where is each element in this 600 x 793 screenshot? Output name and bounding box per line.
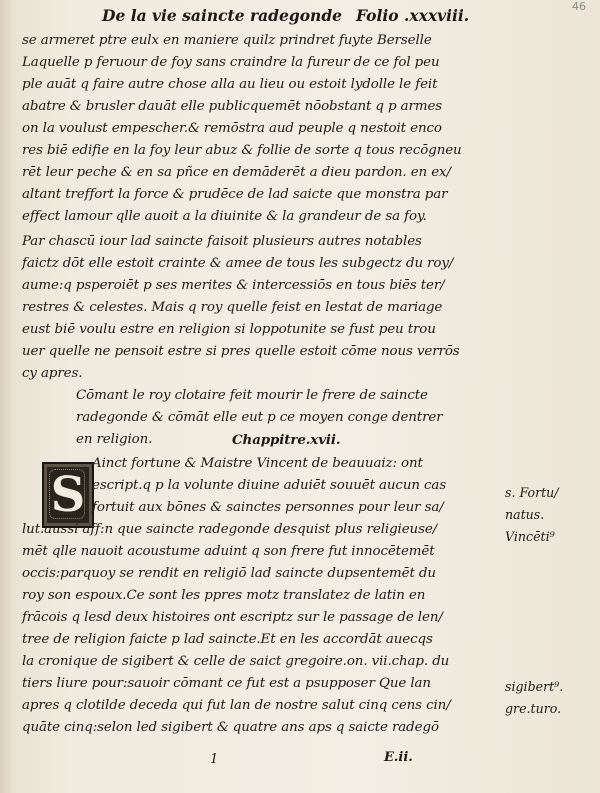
text-line: abatre & brusler dauāt elle publicquemēt nōobstant q p armes [22, 99, 443, 114]
text-line: aume:q psperoiēt p ses merites & intercessiōs en tous biēs ter/ [22, 278, 445, 293]
header-folio: Folio .xxxviii. [356, 6, 470, 25]
text-line: mēt qlle nauoit acoustume aduint q son frere fut innocētemēt [22, 544, 435, 559]
margin-note: sigibert⁹. [505, 679, 564, 694]
text-line: altant treffort la force & prudēce de lad saicte que monstra par [22, 187, 448, 202]
text-line: uer quelle ne pensoit estre si pres quelle estoit cōme nous verrōs [22, 344, 460, 359]
footer-mark: 1 [210, 752, 219, 767]
pencil-page-number: 46 [572, 0, 586, 13]
chapter-label: Chappitre.xvii. [232, 432, 341, 448]
text-line: quāte cinq:selon led sigibert & quatre ans aps q saicte radegō [22, 720, 439, 735]
text-line: escript.q p la volunte diuine aduiēt souuēt aucun cas [92, 478, 447, 493]
text-line: effect lamour qlle auoit a la diuinite & la grandeur de sa foy. [22, 209, 427, 224]
text-line: fortuit aux bōnes & sainctes personnes pour leur sa/ [92, 500, 444, 515]
text-line: faictz dōt elle estoit crainte & amee de tous les subgectz du roy/ [22, 256, 454, 271]
text-line: Laquelle p feruour de foy sans craindre la fureur de ce fol peu [22, 55, 440, 70]
text-line: cy apres. [22, 366, 83, 381]
text-line: tiers liure pour:sauoir cōmant ce fut est a psupposer Que lan [22, 676, 431, 691]
chapter-heading-line: Cōmant le roy clotaire feit mourir le frere de saincte [76, 388, 428, 403]
text-line: eust biē voulu estre en religion si loppotunite se fust peu trou [22, 322, 436, 337]
text-line: rēt leur peche & en sa pñce en demāderēt a dieu pardon. en ex/ [22, 165, 451, 180]
text-line: Ainct fortune & Maistre Vincent de beauuaiz: ont [92, 456, 423, 471]
gutter-shadow [0, 0, 14, 793]
text-line: Par chascū iour lad saincte faisoit plusieurs autres notables [22, 234, 422, 249]
text-line: restres & celestes. Mais q roy quelle feist en lestat de mariage [22, 300, 443, 315]
margin-note: natus. [505, 507, 545, 522]
text-line: tree de religion faicte p lad saincte.Et en les accordāt auecqs [22, 632, 433, 647]
text-line: on la voulust empescher.& remōstra aud peuple q nestoit enco [22, 121, 442, 136]
text-line: frācois q lesd deux histoires ont escriptz sur le passage de len/ [22, 610, 443, 625]
text-line: occis:parquoy se rendit en religiō lad saincte dupsentemēt du [22, 566, 436, 581]
running-header [102, 6, 502, 28]
header-title: De la vie saincte radegonde [102, 6, 343, 25]
text-line: res biē edifie en la foy leur abuz & follie de sorte q tous recōgneu [22, 143, 462, 158]
text-line: se armeret ptre eulx en maniere quilz prindret fuyte Berselle [22, 33, 432, 48]
margin-note: s. Fortu/ [505, 485, 559, 500]
margin-note: gre.turo. [505, 701, 562, 716]
text-line: la cronique de sigibert & celle de saict gregoire.on. vii.chap. du [22, 654, 450, 669]
margin-note: Vincēti⁹ [505, 529, 555, 544]
signature-mark: E.ii. [384, 750, 413, 765]
chapter-heading-line: radegonde & cōmāt elle eut p ce moyen conge dentrer [76, 410, 443, 425]
text-line: lut.aussi aff:n que saincte radegonde desquist plus religieuse/ [22, 522, 438, 537]
text-line: apres q clotilde deceda qui fut lan de nostre salut cinq cens cin/ [22, 698, 451, 713]
initial-letter: S [50, 467, 86, 523]
text-line: roy son espoux.Ce sont les ppres motz translatez de latin en [22, 588, 426, 603]
text-line: ple auāt q faire autre chose alla au lieu ou estoit lydolle le feit [22, 77, 438, 92]
chapter-heading-line: en religion. [76, 432, 153, 447]
